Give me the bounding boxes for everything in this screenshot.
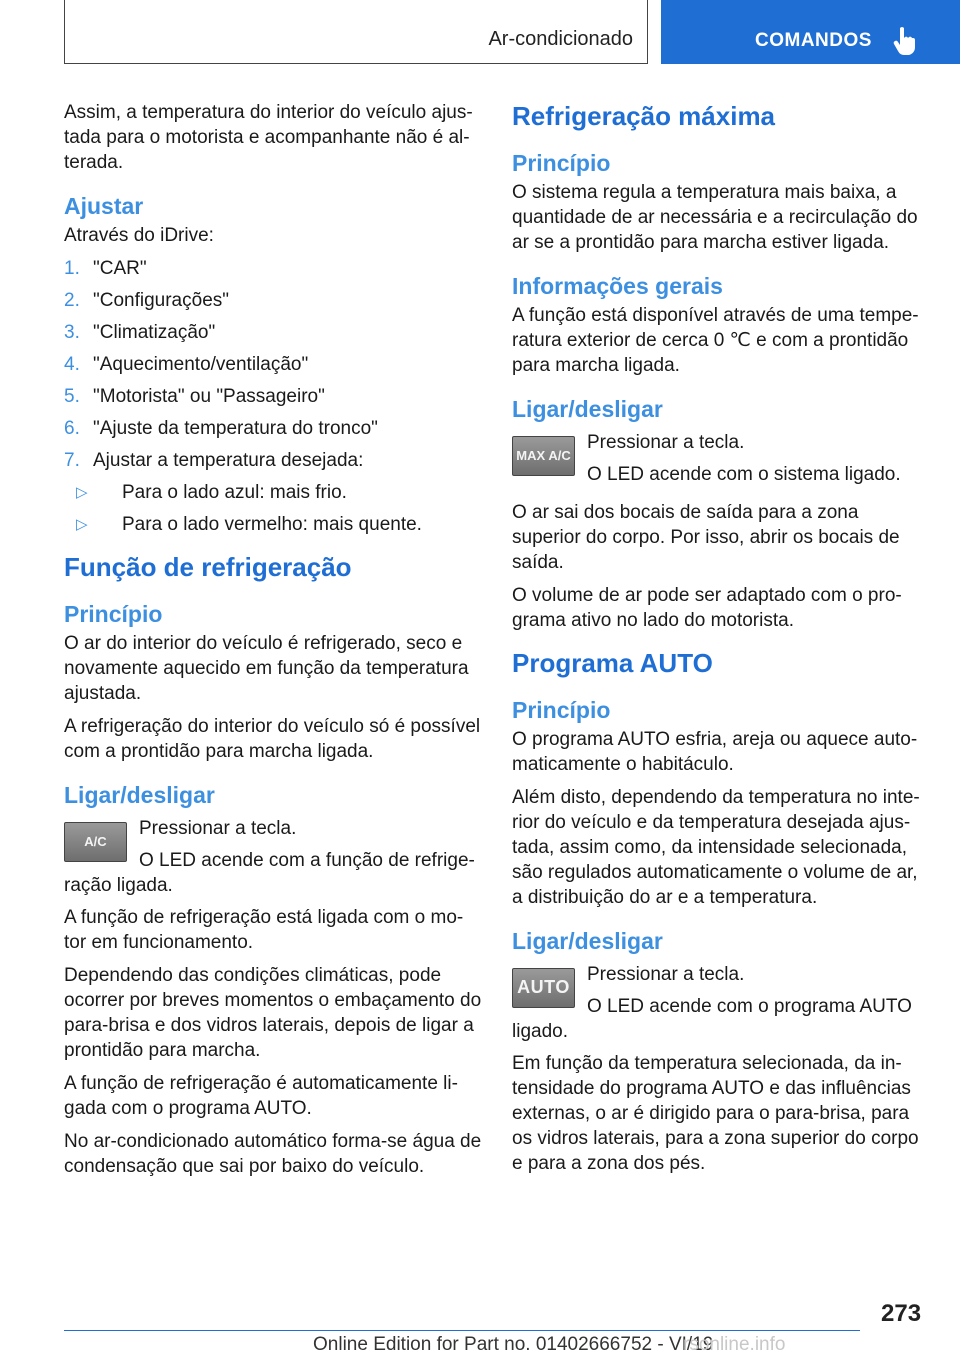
ajustar-heading: Ajustar: [64, 193, 144, 219]
list-item: 7. Ajustar a temperatura desejada:: [64, 450, 364, 471]
cooling-p4: No ar-condicionado automático forma-se água de condensação que sai por baixo do veículo.: [64, 1131, 482, 1177]
max-ac-button-icon: MAX A/C: [512, 436, 575, 476]
list-item: 3. "Climatização": [64, 322, 216, 343]
header-section-box: [64, 0, 648, 64]
maxcool-heading: Refrigeração máxima: [512, 101, 776, 131]
maxcool-principle-p: O sistema regula a temperatura mais baixa, a quantidade de ar necessária e a recirculação do ar se a prontidão para marcha estiver ligada.: [512, 182, 918, 253]
triangle-bullet-icon: ▷: [76, 516, 88, 533]
cooling-onoff-heading: Ligar/desligar: [64, 782, 215, 808]
chapter-title: COMANDOS: [755, 30, 872, 51]
auto-key-block: [512, 962, 928, 1051]
cooling-principle-heading: Princípio: [64, 601, 163, 627]
ajustar-steps: [64, 256, 482, 473]
list-item: ▷ Para o lado azul: mais frio.: [76, 482, 347, 503]
cooling-p1: A função de refrigeração está ligada com o mo-tor em funcionamento.: [64, 907, 464, 953]
auto-p1: Em função da temperatura selecionada, da in-tensidade do programa AUTO e das influências externas, o ar é dirigido para o para-brisa, para os vidros laterais, para a zona superior do corpo e para a zona dos pés.: [512, 1053, 919, 1174]
auto-button-icon: AUTO: [512, 968, 575, 1008]
triangle-bullet-icon: ▷: [76, 484, 88, 501]
cooling-p3: A função de refrigeração é automaticamente li-gada com o programa AUTO.: [64, 1073, 458, 1119]
list-item: 2. "Configurações": [64, 290, 230, 311]
maxcool-principle-heading: Princípio: [512, 150, 611, 176]
max-ac-key-block: [512, 430, 928, 500]
list-item: 4. "Aquecimento/ventilação": [64, 354, 309, 375]
ac-press-text: Pressionar a tecla.: [139, 818, 297, 839]
header-chapter-tab[interactable]: [661, 0, 960, 64]
list-item: 1. "CAR": [64, 258, 147, 279]
list-item: ▷ Para o lado vermelho: mais quente.: [76, 514, 422, 535]
edition-text: Online Edition for Part no. 01402666752 - VI/19: [313, 1334, 714, 1355]
intro-paragraph: Assim, a temperatura do interior do veículo ajus-tada para o motorista e acompanhante não é al-terada.: [64, 102, 473, 173]
list-item: 5. "Motorista" ou "Passageiro": [64, 386, 325, 407]
cooling-heading: Função de refrigeração: [64, 552, 352, 582]
left-column: [64, 100, 482, 1187]
cooling-principle-p2: A refrigeração do interior do veículo só é possível com a prontidão para marcha ligada.: [64, 716, 481, 762]
pointing-hand-icon: [893, 26, 917, 56]
auto-onoff-heading: Ligar/desligar: [512, 928, 663, 954]
temperature-bullets: [64, 480, 482, 537]
auto-principle-p2: Além disto, dependendo da temperatura no inte-rior do veículo e da temperatura desejada ajus-tada, assim como, da intensidade selecionada, são regulados automaticamente o volume de ar, a distribuição do ar e a temperatura.: [512, 787, 920, 908]
maxcool-info-p: A função está disponível através de uma tempe-ratura exterior de cerca 0 ℃ e com a prontidão para marcha ligada.: [512, 305, 919, 376]
auto-heading: Programa AUTO: [512, 648, 713, 678]
maxcool-p2: O volume de ar pode ser adaptado com o pro-grama ativo no lado do motorista.: [512, 585, 902, 631]
maxcool-p1: O ar sai dos bocais de saída para a zona superior do corpo. Por isso, abrir os bocais de saída.: [512, 502, 900, 573]
max-ac-led-text: O LED acende com o sistema ligado.: [587, 464, 901, 485]
auto-led-text: O LED acende com o programa AUTO ligado.: [512, 996, 912, 1042]
auto-press-text: Pressionar a tecla.: [587, 964, 745, 985]
auto-principle-p1: O programa AUTO esfria, areja ou aquece auto-maticamente o habitáculo.: [512, 729, 918, 775]
right-column: [512, 100, 928, 1184]
watermark: rsonline.info: [683, 1334, 786, 1355]
page-number: 273: [881, 1300, 922, 1327]
ac-key-block: [64, 816, 482, 905]
list-item: 6. "Ajuste da temperatura do tronco": [64, 418, 378, 439]
auto-principle-heading: Princípio: [512, 697, 611, 723]
ac-led-text: O LED acende com a função de refrige-ração ligada.: [64, 850, 475, 896]
maxcool-onoff-heading: Ligar/desligar: [512, 396, 663, 422]
maxcool-info-heading: Informações gerais: [512, 273, 723, 299]
section-title: Ar-condicionado: [488, 28, 633, 50]
cooling-principle-p1: O ar do interior do veículo é refrigerado, seco e novamente aquecido em função da temperatura ajustada.: [64, 633, 469, 704]
footer-divider: [64, 1330, 860, 1331]
max-ac-press-text: Pressionar a tecla.: [587, 432, 745, 453]
ac-button-icon: A/C: [64, 822, 127, 862]
cooling-p2: Dependendo das condições climáticas, pode ocorrer por breves momentos o embaçamento do para-brisa e dos vidros laterais, depois de ligar a prontidão para marcha.: [64, 965, 482, 1061]
ajustar-lead: Através do iDrive:: [64, 225, 214, 246]
